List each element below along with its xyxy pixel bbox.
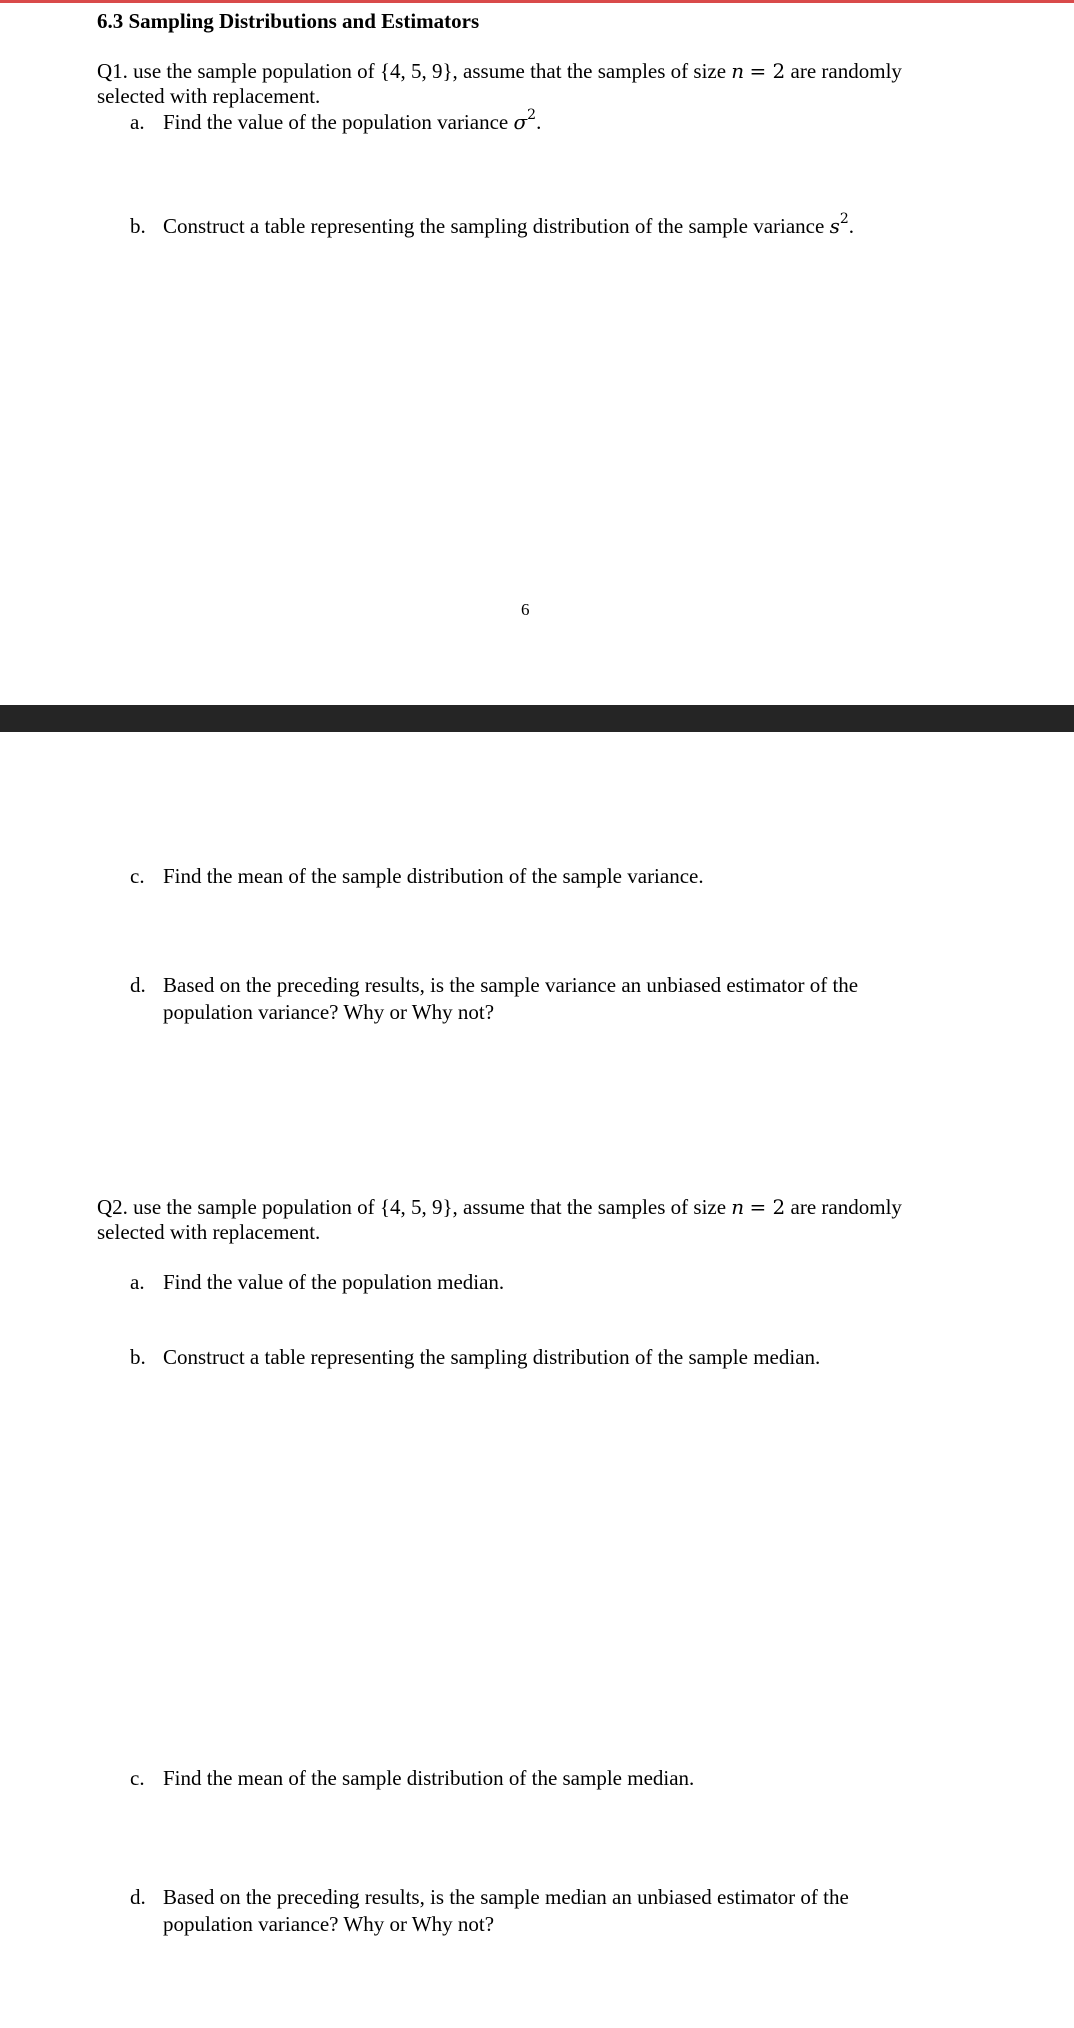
q1-d-marker: d. [130, 973, 146, 997]
q1-a-sigma: σ [513, 110, 528, 134]
q1-a-prompt: Find the value of the population variance [163, 110, 509, 134]
q2-c-text: Find the mean of the sample distribution of the sample median. [163, 1766, 695, 1790]
q1-intro-text: use the sample population of {4, 5, 9}, assume that the samples of size [133, 59, 727, 83]
q1-b-marker: b. [130, 214, 146, 238]
q2-equals: = 2 [749, 1195, 786, 1219]
q1-intro-line2: selected with replacement. [97, 84, 321, 108]
q1-b-text [163, 211, 855, 239]
q2-d-line2: population variance? Why or Why not? [163, 1912, 495, 1936]
q1-c-marker: c. [130, 864, 145, 888]
q1-a-exponent: 2 [527, 107, 537, 123]
q2-a-text: Find the value of the population median. [163, 1270, 505, 1294]
q2-b-text: Construct a table representing the sampling distribution of the sample median. [163, 1345, 821, 1369]
page-number: 6 [521, 600, 530, 619]
q1-a-text [163, 107, 542, 135]
document-page-2 [0, 732, 1074, 2028]
q1-n-symbol: n [731, 59, 745, 83]
q2-intro-tail: are randomly [790, 1195, 902, 1219]
q1-a-marker: a. [130, 110, 145, 134]
q1-equals: = 2 [749, 59, 786, 83]
q1-a-period: . [536, 110, 542, 134]
q2-b-marker: b. [130, 1345, 146, 1369]
q1-label: Q1. [97, 59, 128, 83]
q2-intro-line1 [97, 1195, 902, 1220]
q1-c-text: Find the mean of the sample distribution of the sample variance. [163, 864, 704, 888]
q2-n-symbol: n [731, 1195, 745, 1219]
q2-label: Q2. [97, 1195, 128, 1219]
q2-d-line1: Based on the preceding results, is the sample median an unbiased estimator of the [163, 1885, 849, 1909]
q2-d-marker: d. [130, 1885, 146, 1909]
document-page-1 [0, 3, 1074, 705]
q1-d-line1: Based on the preceding results, is the sample variance an unbiased estimator of the [163, 973, 859, 997]
q2-c-marker: c. [130, 1766, 145, 1790]
q2-intro-line2: selected with replacement. [97, 1220, 321, 1244]
q1-b-s-symbol: s [829, 214, 840, 238]
q1-b-exponent: 2 [839, 211, 849, 227]
q1-b-period: . [848, 214, 855, 238]
q2-a-marker: a. [130, 1270, 145, 1294]
q1-intro-tail: are randomly [790, 59, 902, 83]
q1-b-prompt: Construct a table representing the sampling distribution of the sample variance [163, 214, 825, 238]
q1-intro-line1 [97, 59, 902, 84]
q2-intro-text: use the sample population of {4, 5, 9}, assume that the samples of size [133, 1195, 727, 1219]
section-title: 6.3 Sampling Distributions and Estimators [97, 9, 480, 33]
q1-d-line2: population variance? Why or Why not? [163, 1000, 495, 1024]
page-break-bar [0, 705, 1074, 732]
